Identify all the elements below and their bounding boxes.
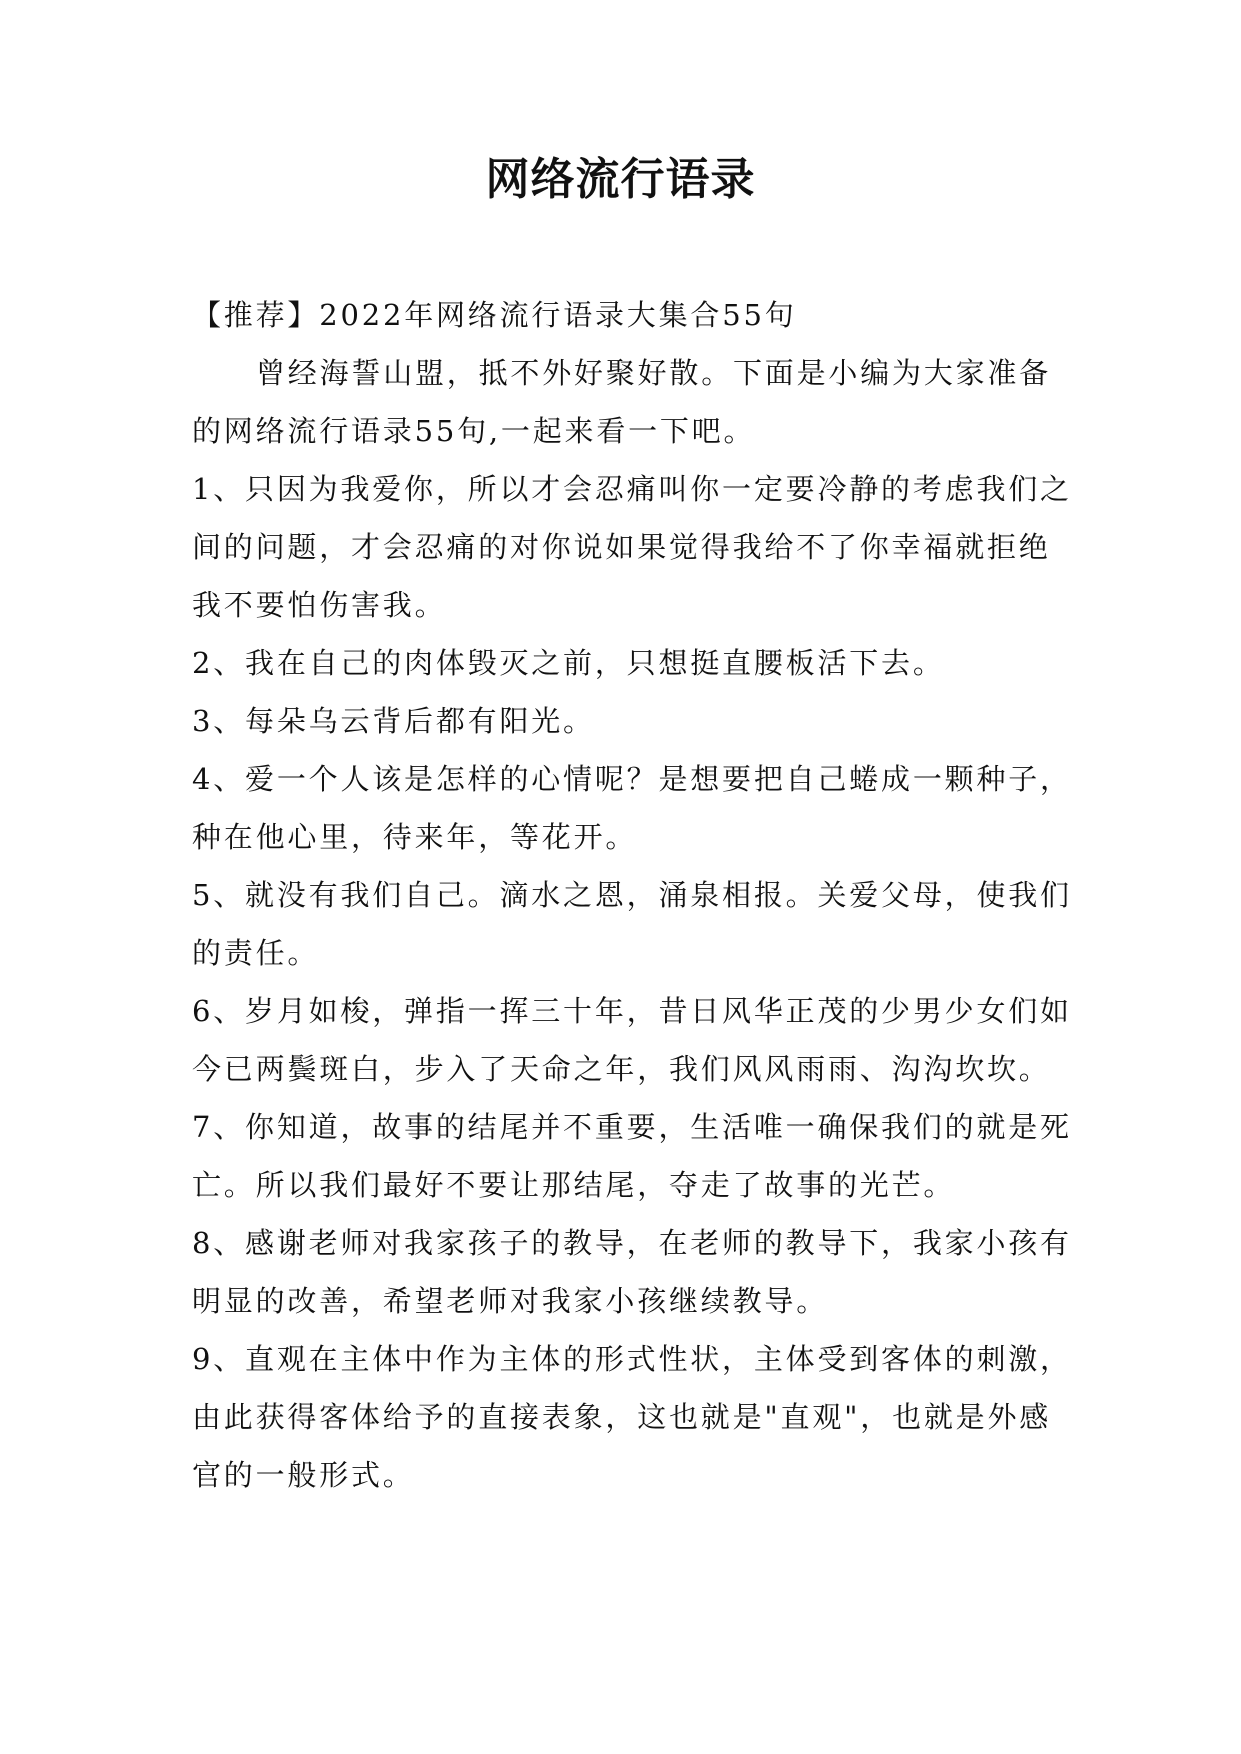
list-item: 8、感谢老师对我家孩子的教导，在老师的教导下，我家小孩有明显的改善，希望老师对我家小孩继续教导。 (192, 1226, 1072, 1318)
subtitle: 【推荐】2022年网络流行语录大集合55句 (192, 298, 797, 332)
list-item: 2、我在自己的肉体毁灭之前，只想挺直腰板活下去。 (192, 646, 945, 680)
list-item: 9、直观在主体中作为主体的形式性状，主体受到客体的刺激，由此获得客体给予的直接表象，这也就是"直观"，也就是外感官的一般形式。 (192, 1342, 1072, 1492)
list-item: 1、只因为我爱你，所以才会忍痛叫你一定要冷静的考虑我们之间的问题，才会忍痛的对你说如果觉得我给不了你幸福就拒绝我不要怕伤害我。 (192, 472, 1072, 622)
list-item: 4、爱一个人该是怎样的心情呢？是想要把自己蜷成一颗种子，种在他心里，待来年，等花开。 (192, 762, 1072, 854)
intro-paragraph: 曾经海誓山盟，抵不外好聚好散。下面是小编为大家准备的网络流行语录55句,一起来看一下吧。 (192, 356, 1052, 448)
list-item: 5、就没有我们自己。滴水之恩，涌泉相报。关爱父母，使我们的责任。 (192, 878, 1072, 970)
list-item: 3、每朵乌云背后都有阳光。 (192, 704, 595, 738)
document-body (192, 286, 1072, 1504)
list-item: 7、你知道，故事的结尾并不重要，生活唯一确保我们的就是死亡。所以我们最好不要让那结尾，夺走了故事的光芒。 (192, 1110, 1072, 1202)
list-item: 6、岁月如梭，弹指一挥三十年，昔日风华正茂的少男少女们如今已两鬓斑白，步入了天命之年，我们风风雨雨、沟沟坎坎。 (192, 994, 1072, 1086)
page-title: 网络流行语录 (485, 154, 756, 205)
